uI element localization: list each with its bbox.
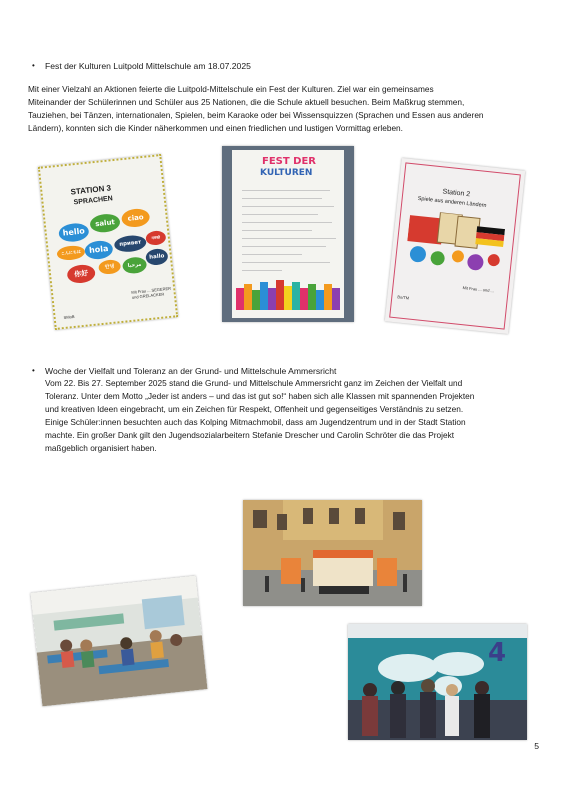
- speech-bubble-annyeong: 안녕: [98, 259, 121, 275]
- photo-poster-fest-der-kulturen: [222, 146, 354, 322]
- speech-bubble-marhaba: مرحبا: [122, 256, 148, 274]
- poster-subtitle: SPRACHEN: [73, 195, 114, 207]
- paragraph-line: Mit einer Vielzahl an Aktionen feierte die Luitpold-Mittelschule ein Fest der Kulturen. Ziel war ein gemeinsames: [28, 84, 434, 94]
- paragraph-line: Miteinander der Schülerinnen und Schüler aus 25 Nationen, die die Schule aktuell besuchen. Beim Maßkrug stemmen,: [28, 97, 465, 107]
- program-line: [242, 222, 332, 223]
- program-line: [242, 254, 302, 255]
- section-paragraph-fest-der-kulturen: [28, 83, 538, 135]
- exhibit-number: 4: [488, 638, 507, 668]
- program-line: [242, 198, 322, 199]
- photo-poster-station-3-sprachen: [38, 154, 178, 330]
- speech-bubble-japanese: こんにちは: [56, 245, 85, 262]
- festival-title-line1: FEST DER: [262, 156, 316, 167]
- paragraph-line: Vom 22. Bis 27. September 2025 stand die Grund- und Mittelschule Ammersricht ganz im Zeichen der Vielfalt und: [45, 378, 463, 388]
- poster-sheet: [232, 150, 344, 318]
- poster-footer-right: Mit Frau ... und ...: [462, 285, 495, 294]
- town-square-scene: [243, 500, 422, 606]
- speech-bubble-salut: salut: [89, 213, 121, 234]
- paragraph-line: Ländern), konnten sich die Kinder näherkommen und einen friedlichen und lustigen Vormittag erleben.: [28, 123, 403, 133]
- photo-classroom: [30, 576, 207, 707]
- program-line: [242, 246, 326, 247]
- paragraph-line: Einige Schüler:innen besuchten auch das Kolping Mitmachmobil, dass am Jugendzentrum und in der Stadt Station: [45, 417, 466, 427]
- section-heading-woche-der-vielfalt: Woche der Vielfalt und Toleranz an der Grund- und Mittelschule Ammersricht: [45, 366, 337, 376]
- colorful-hands-illustration: [232, 278, 344, 310]
- poster-title: Station 2: [442, 188, 471, 199]
- program-line: [242, 270, 282, 271]
- poster-footer-left: SMoB: [63, 313, 75, 321]
- festival-title-line2: KULTUREN: [260, 168, 313, 178]
- photo-town-square-stage: [243, 500, 422, 606]
- speech-bubble-namaste: नमस्ते: [145, 230, 166, 246]
- program-line: [242, 262, 330, 263]
- bullet-marker: •: [32, 366, 35, 375]
- paragraph-line: maßgeblich organisiert haben.: [45, 443, 157, 453]
- page-number: 5: [534, 741, 539, 751]
- section-heading-fest-der-kulturen: Fest der Kulturen Luitpold Mittelschule am 18.07.2025: [45, 61, 251, 71]
- poster-subtitle: Spiele aus anderen Ländern: [417, 195, 487, 210]
- program-line: [242, 238, 336, 239]
- paragraph-line: Tauziehen, bei Tänzen, internationalen, Spielen, beim Karaoke oder bei Wissensquizzen (Sprachen und Essen aus anderen: [28, 110, 484, 120]
- program-line: [242, 206, 334, 207]
- photo-exhibition-world-map: [348, 624, 527, 740]
- speech-bubble-privet: привет: [114, 234, 147, 253]
- paragraph-line: und kreativen Ideen eingebracht, um ein Zeichen für Respekt, Offenheit und gegenseitiges Verständnis zu setzen.: [45, 404, 464, 414]
- program-line: [242, 230, 312, 231]
- bullet-marker: •: [32, 61, 35, 70]
- speech-bubble-ciao: ciao: [121, 208, 151, 229]
- photo-poster-station-2-spiele: [385, 158, 525, 334]
- paragraph-line: Toleranz. Unter dem Motto „Jeder ist anders – und das ist gut so!“ haben sich alle Klassen mit spannenden Projekten: [45, 391, 475, 401]
- speech-bubble-hello: hello: [58, 222, 90, 243]
- poster-footer-left: Bo/TM: [397, 294, 410, 301]
- poster-title: STATION 3: [70, 183, 112, 197]
- speech-bubble-nihao: 你好: [66, 264, 96, 285]
- poster-footer-right: Mit Frau ... SEGERER und GRELACKER: [131, 285, 172, 300]
- classroom-scene: [30, 576, 207, 707]
- section-paragraph-woche-der-vielfalt: [45, 377, 545, 455]
- speech-bubble-hola: hola: [84, 240, 114, 261]
- games-collage-illustration: [405, 209, 507, 277]
- paragraph-line: machte. Ein großer Dank gilt den Jugendsozialarbeitern Stefanie Drescher und Carolin Schröter die das Projekt: [45, 430, 455, 440]
- program-line: [242, 214, 318, 215]
- program-line: [242, 190, 330, 191]
- speech-bubble-hallo: hallo: [145, 248, 169, 266]
